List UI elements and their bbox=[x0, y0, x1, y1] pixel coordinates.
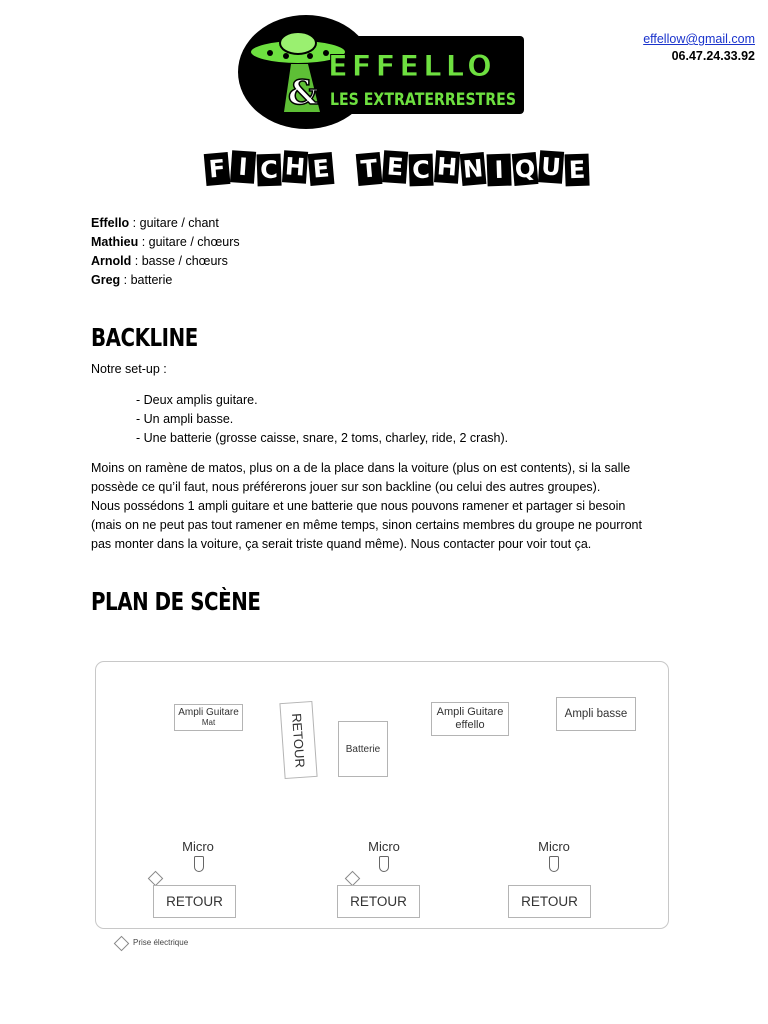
stage-plan-heading: PLAN DE SCÈNE bbox=[91, 587, 261, 616]
logo-line1: EFFELLO bbox=[328, 49, 496, 83]
title-letter: E bbox=[382, 150, 408, 184]
setup-item: - Une batterie (grosse caisse, snare, 2 toms, charley, ride, 2 crash). bbox=[136, 431, 509, 445]
member-row bbox=[91, 233, 240, 252]
member-role: : basse / chœurs bbox=[131, 254, 228, 268]
amp-guitar-effello bbox=[431, 702, 509, 736]
amp-owner: Mat bbox=[201, 718, 216, 727]
drum-kit-label: Batterie bbox=[345, 743, 381, 755]
title-letter: U bbox=[538, 150, 564, 184]
member-row bbox=[91, 252, 240, 271]
legend-label: Prise électrique bbox=[133, 938, 189, 947]
logo-line2: LES EXTRATERRESTRES bbox=[330, 90, 516, 110]
microphone-icon bbox=[379, 856, 389, 872]
member-role: : batterie bbox=[120, 273, 173, 287]
title-word-fiche bbox=[205, 152, 333, 190]
amp-bass-label: Ampli basse bbox=[564, 708, 628, 720]
title-word-technique bbox=[357, 152, 589, 190]
drum-kit bbox=[338, 721, 388, 777]
title-letter: C bbox=[409, 154, 434, 187]
contact-block bbox=[643, 31, 755, 65]
member-name: Arnold bbox=[91, 254, 132, 268]
amp-bass bbox=[556, 697, 636, 731]
retour-monitor bbox=[153, 885, 236, 918]
band-logo bbox=[236, 12, 526, 130]
retour-label: RETOUR bbox=[166, 894, 223, 909]
setup-intro: Notre set-up : bbox=[91, 362, 167, 376]
amp-label: Ampli Guitare bbox=[178, 707, 239, 718]
setup-item: - Deux amplis guitare. bbox=[136, 393, 258, 407]
micro-label: Micro bbox=[368, 839, 400, 854]
member-row bbox=[91, 214, 240, 233]
title-letter: E bbox=[565, 154, 590, 187]
setup-item: - Un ampli basse. bbox=[136, 412, 234, 426]
title-letter: T bbox=[356, 152, 383, 186]
member-name: Effello bbox=[91, 216, 130, 230]
retour-side-label: RETOUR bbox=[289, 712, 308, 768]
title-letter: C bbox=[257, 154, 282, 187]
setup-list bbox=[136, 391, 508, 448]
title-letter: N bbox=[460, 152, 487, 186]
title-letter: F bbox=[204, 152, 231, 186]
amp-guitar-mat bbox=[174, 704, 243, 731]
title-letter: H bbox=[282, 150, 308, 184]
title-letter: Q bbox=[512, 152, 539, 186]
member-role: : guitare / chœurs bbox=[138, 235, 240, 249]
paragraph-line: Nous possédons 1 ampli guitare et une batterie que nous pouvons ramener et partager si besoin bbox=[91, 499, 626, 513]
retour-monitor bbox=[508, 885, 591, 918]
paragraph-line: pas monter dans la voiture, ça serait triste quand même). Nous contacter pour voir tout ça. bbox=[91, 537, 592, 551]
members-list bbox=[91, 214, 240, 290]
member-name: Greg bbox=[91, 273, 121, 287]
retour-side-monitor bbox=[279, 701, 317, 779]
retour-monitor bbox=[337, 885, 420, 918]
micro-label: Micro bbox=[182, 839, 214, 854]
microphone-icon bbox=[549, 856, 559, 872]
paragraph-line: possède ce qu’il faut, nous préférerons jouer sur son backline (ou celui des autres groupes). bbox=[91, 480, 601, 494]
paragraph-line: Moins on ramène de matos, plus on a de la place dans la voiture (plus on est contents), si la salle bbox=[91, 461, 631, 475]
member-role: : guitare / chant bbox=[129, 216, 219, 230]
amp-label: Ampli Guitare bbox=[436, 706, 504, 718]
title-letter: I bbox=[487, 154, 512, 187]
microphone-icon bbox=[194, 856, 204, 872]
title-letter: I bbox=[230, 150, 256, 184]
logo-ampersand: & bbox=[288, 73, 319, 113]
page-title bbox=[205, 152, 589, 190]
micro-label: Micro bbox=[538, 839, 570, 854]
title-letter: E bbox=[308, 152, 335, 186]
title-letter: H bbox=[434, 150, 460, 184]
retour-label: RETOUR bbox=[350, 894, 407, 909]
email-link[interactable]: effellow@gmail.com bbox=[643, 32, 755, 46]
paragraph-line: (mais on ne peut pas tout ramener en même temps, sinon certains membres du groupe ne pourront bbox=[91, 518, 642, 532]
backline-paragraph bbox=[91, 459, 681, 554]
member-name: Mathieu bbox=[91, 235, 139, 249]
amp-owner: effello bbox=[455, 719, 485, 731]
member-row bbox=[91, 271, 240, 290]
backline-heading: BACKLINE bbox=[91, 323, 198, 352]
phone-number: 06.47.24.33.92 bbox=[671, 49, 755, 63]
power-outlet-legend-icon bbox=[114, 936, 130, 952]
retour-label: RETOUR bbox=[521, 894, 578, 909]
